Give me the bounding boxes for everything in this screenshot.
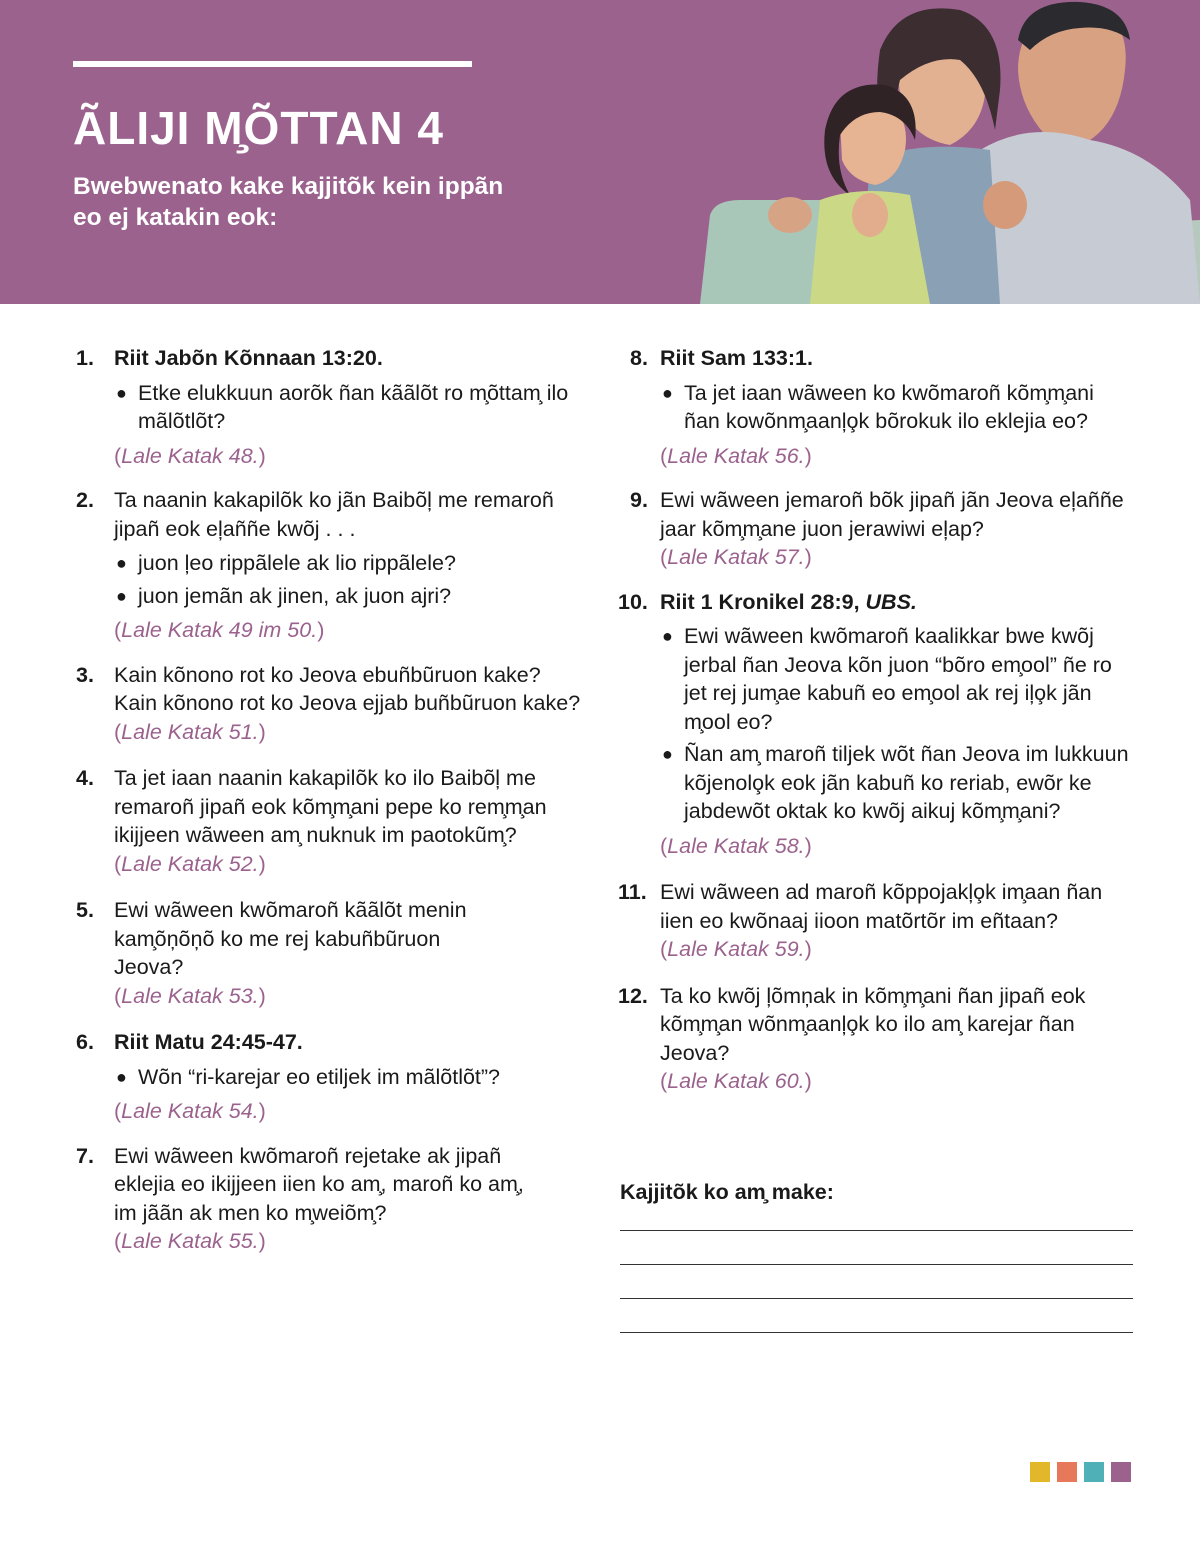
question-number: 12. (618, 983, 648, 1008)
family-praying-illustration (700, 0, 1200, 304)
page-subtitle: Bwebwenato kake kajjitõk kein ippãn eo ej katakin eok: (73, 173, 504, 231)
question-2 (76, 486, 586, 645)
bullet-list (114, 549, 586, 610)
color-swatches (1030, 1462, 1131, 1482)
questions-left-column (76, 344, 586, 1256)
question-6 (76, 1028, 586, 1126)
own-questions-label: Kajjitõk ko am̧ make: (620, 1180, 834, 1204)
question-number: 8. (630, 346, 648, 370)
lesson-reference[interactable]: (Lale Katak 55.) (114, 1229, 266, 1253)
question-10 (614, 588, 1134, 861)
question-text: Ta jet iaan naanin kakapilõk ko ilo Baibõļ me remaroñ jipañ eok kõm̧m̧ani pepe ko rem̧m̧an ikijjeen wãween am̧ nuknuk im paotokũm̧? (114, 766, 547, 847)
lesson-reference[interactable]: (Lale Katak 48.) (114, 443, 266, 468)
swatch-purple (1111, 1462, 1131, 1482)
swatch-orange (1057, 1462, 1077, 1482)
bullet-item: ● juon ļeo rippãlele ak lio rippãlele? (114, 549, 586, 578)
swatch-teal (1084, 1462, 1104, 1482)
question-4 (76, 764, 586, 878)
question-11 (614, 878, 1134, 964)
question-1 (76, 344, 586, 470)
swatch-yellow (1030, 1462, 1050, 1482)
lesson-reference[interactable]: (Lale Katak 49 im 50.) (114, 618, 325, 642)
question-text: Ewi wãween kwõmaroñ kããlõt menin kam̧õņõņõ ko me rej kabuñbũruon Jeova? (114, 898, 467, 979)
header-rule (73, 61, 472, 67)
header-banner (0, 0, 1200, 304)
lesson-reference[interactable]: (Lale Katak 52.) (114, 851, 266, 876)
question-number: 5. (76, 898, 94, 922)
lesson-reference[interactable]: (Lale Katak 57.) (660, 545, 812, 569)
question-number: 2. (76, 488, 94, 512)
bullet-list (660, 622, 1134, 826)
question-8 (614, 344, 1134, 470)
bullet-dot-icon: ● (662, 382, 673, 403)
bullet-item: ● Ewi wãween kwõmaroñ kaalikkar bwe kwõj jerbal ñan Jeova kõn juon “bõro em̧ool” ñe ro jet rej jum̧ae kabuñ eo em̧ool ak rej iļo̧k jãn m̧ool eo? (662, 624, 1112, 734)
bullet-list (114, 379, 586, 436)
bullet-dot-icon: ● (116, 382, 127, 403)
bullet-dot-icon: ● (116, 553, 127, 573)
question-text: Ewi wãween ad maroñ kõppojakļo̧k im̧aan ñan iien eo kwõnaaj iioon matõrtõr im eñtaan? (660, 880, 1103, 933)
question-text: Ta naanin kakapilõk ko jãn Baibõļ me remaroñ jipañ eok eļaññe kwõj . . . (114, 488, 554, 541)
writing-line[interactable] (620, 1332, 1133, 1333)
question-number: 7. (76, 1143, 94, 1168)
question-7 (76, 1142, 586, 1256)
question-number: 6. (76, 1030, 94, 1054)
question-text: Ewi wãween kwõmaroñ rejetake ak jipañ eklejia eo ikijjeen iien ko am̧, maroñ ko am̧, im jããn ak men ko m̧weiõm̧? (114, 1143, 524, 1225)
question-text: Riit 1 Kronikel 28:9, UBS. (660, 589, 917, 614)
bullet-item: ● juon jemãn ak jinen, ak juon ajri? (114, 582, 586, 611)
bullet-dot-icon: ● (662, 626, 673, 646)
bullet-dot-icon: ● (662, 744, 673, 764)
question-number: 4. (76, 766, 94, 790)
lesson-reference[interactable]: (Lale Katak 56.) (660, 443, 812, 468)
question-text: Riit Matu 24:45-47. (114, 1030, 303, 1054)
writing-line[interactable] (620, 1298, 1133, 1299)
bullet-item: ● Ñan am̧ maroñ tiljek wõt ñan Jeova im lukkuun kõjenolo̧k eok jãn kabuñ ko reriab, ewõr ke jabdewõt oktak ko kwõj aikuj kõm̧m̧ani? (662, 742, 1129, 823)
writing-line[interactable] (620, 1230, 1133, 1231)
bullet-dot-icon: ● (116, 585, 127, 606)
page-title: ÃLIJI M̧ÕTTAN 4 (73, 102, 444, 154)
lesson-reference[interactable]: (Lale Katak 60.) (660, 1069, 812, 1093)
bullet-list (114, 1063, 586, 1092)
lesson-reference[interactable]: (Lale Katak 59.) (660, 937, 812, 961)
bullet-item: ● Etke elukkuun aorõk ñan kããlõt ro m̧õttam̧ ilo mãlõtlõt? (116, 380, 569, 433)
question-text: Ta ko kwõj ļõmņak in kõm̧m̧ani ñan jipañ eok kõm̧m̧an wõnm̧aanļo̧k ko ilo am̧ karejar ñan Jeova? (660, 983, 1086, 1065)
writing-line[interactable] (620, 1264, 1133, 1265)
bullet-item: ● Ta jet iaan wãween ko kwõmaroñ kõm̧m̧ani ñan kowõnm̧aanļo̧k bõrokuk ilo eklejia eo? (662, 380, 1094, 433)
question-number: 10. (618, 589, 648, 614)
bullet-item: ● Wõn “ri-karejar eo etiljek im mãlõtlõt”? (114, 1063, 586, 1092)
lesson-reference[interactable]: (Lale Katak 54.) (114, 1099, 266, 1123)
bullet-list (660, 379, 1134, 436)
question-12 (614, 982, 1134, 1096)
question-5 (76, 896, 586, 1010)
questions-right-column (614, 344, 1134, 1096)
question-number: 3. (76, 662, 94, 687)
question-number: 9. (630, 488, 648, 512)
lesson-reference[interactable]: (Lale Katak 51.) (114, 719, 266, 744)
question-text: Riit Sam 133:1. (660, 346, 813, 370)
question-text: Kain kõnono rot ko Jeova ebuñbũruon kake? Kain kõnono rot ko Jeova ejjab buñbũruon kake? (114, 662, 581, 715)
question-text: Riit Jabõn Kõnnaan 13:20. (114, 346, 383, 370)
question-number: 11. (618, 880, 647, 904)
lesson-reference[interactable]: (Lale Katak 53.) (114, 983, 266, 1008)
lesson-reference[interactable]: (Lale Katak 58.) (660, 833, 812, 858)
question-9 (614, 486, 1134, 572)
bullet-dot-icon: ● (116, 1066, 127, 1087)
question-3 (76, 661, 586, 747)
question-text: Ewi wãween jemaroñ bõk jipañ jãn Jeova eļaññe jaar kõm̧m̧ane juon jerawiwi eļap? (660, 488, 1124, 541)
question-number: 1. (76, 346, 94, 370)
